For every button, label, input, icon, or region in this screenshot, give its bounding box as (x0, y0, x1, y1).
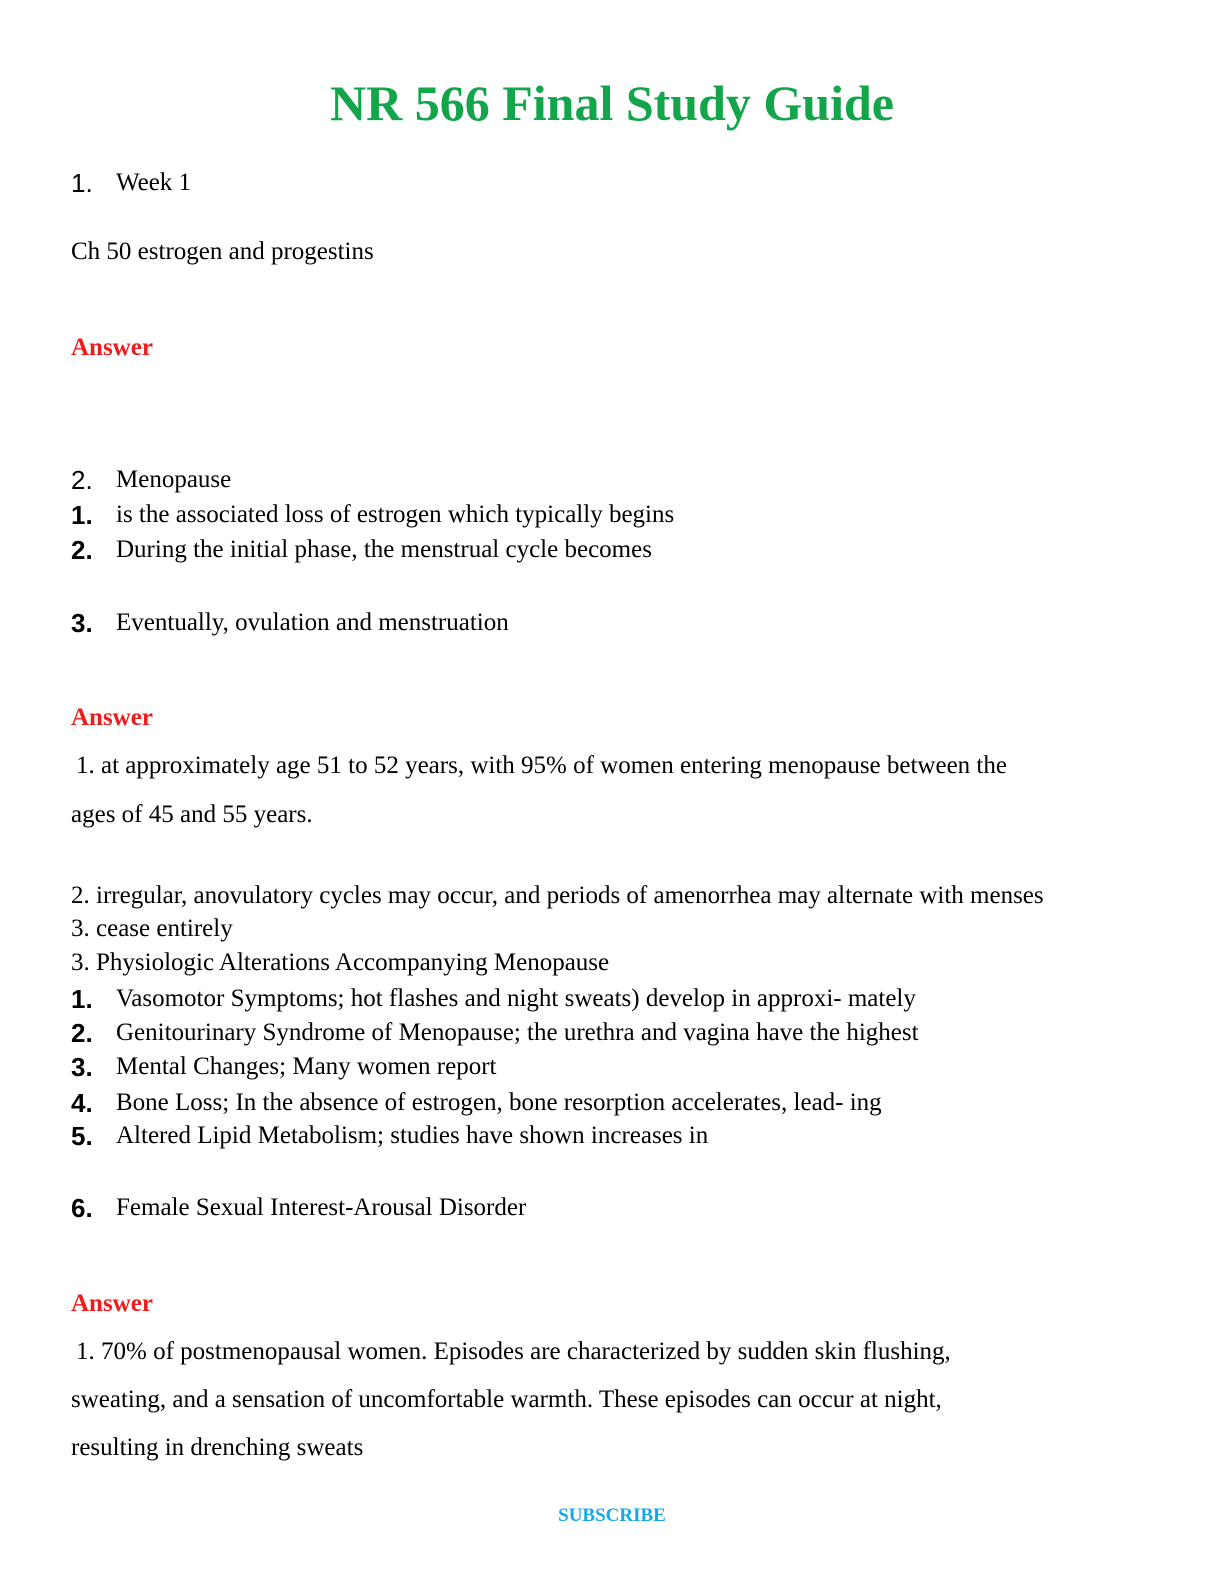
q3-answer-label: Answer (71, 1290, 153, 1317)
q2-answer-line: 2. irregular, anovulatory cycles may occur, and periods of amenorrhea may alternate with menses (71, 882, 1044, 909)
q3-sub-item: Female Sexual Interest-Arousal Disorder (116, 1194, 527, 1221)
q2-sub-item: Eventually, ovulation and menstruation (116, 609, 509, 636)
q3-sub-number: 3. (71, 1052, 93, 1082)
q2-number: 2. (71, 465, 93, 495)
q2-answer-line: 3. Physiologic Alterations Accompanying Menopause (71, 949, 610, 976)
q2-answer-line: 3. cease entirely (71, 915, 233, 942)
q3-sub-item: Vasomotor Symptoms; hot flashes and night sweats) develop in approxi- mately (116, 985, 916, 1012)
q1-answer-label: Answer (71, 334, 153, 361)
q2-text: Menopause (116, 466, 232, 493)
q2-sub-number: 3. (71, 608, 93, 638)
q3-sub-item: Mental Changes; Many women report (116, 1053, 497, 1080)
q1-number: 1. (71, 168, 93, 198)
q3-answer-line: sweating, and a sensation of uncomfortable warmth. These episodes can occur at night, (71, 1386, 942, 1413)
subscribe-link[interactable]: SUBSCRIBE (558, 1505, 666, 1526)
q2-sub-number: 2. (71, 535, 93, 565)
q3-sub-item: Genitourinary Syndrome of Menopause; the urethra and vagina have the highest (116, 1019, 919, 1046)
q3-answer-line: 1. 70% of postmenopausal women. Episodes are characterized by sudden skin flushing, (76, 1338, 951, 1365)
q3-sub-number: 2. (71, 1018, 93, 1048)
q1-topic: Ch 50 estrogen and progestins (71, 238, 374, 265)
q2-sub-item: During the initial phase, the menstrual cycle becomes (116, 536, 652, 563)
q3-sub-item: Bone Loss; In the absence of estrogen, bone resorption accelerates, lead- ing (116, 1089, 882, 1116)
q2-answer-line: 1. at approximately age 51 to 52 years, with 95% of women entering menopause between the (76, 752, 1007, 779)
q3-sub-item: Altered Lipid Metabolism; studies have shown increases in (116, 1122, 709, 1149)
q3-sub-number: 6. (71, 1193, 93, 1223)
q2-sub-item: is the associated loss of estrogen which typically begins (116, 501, 675, 528)
page-title: NR 566 Final Study Guide (329, 75, 894, 131)
q3-answer-line: resulting in drenching sweats (71, 1434, 364, 1461)
q1-text: Week 1 (116, 169, 192, 196)
q2-sub-number: 1. (71, 500, 93, 530)
q3-sub-number: 1. (71, 984, 93, 1014)
q3-sub-number: 4. (71, 1088, 93, 1118)
q2-answer-label: Answer (71, 704, 153, 731)
q2-answer-line: ages of 45 and 55 years. (71, 801, 313, 828)
q3-sub-number: 5. (71, 1121, 93, 1151)
